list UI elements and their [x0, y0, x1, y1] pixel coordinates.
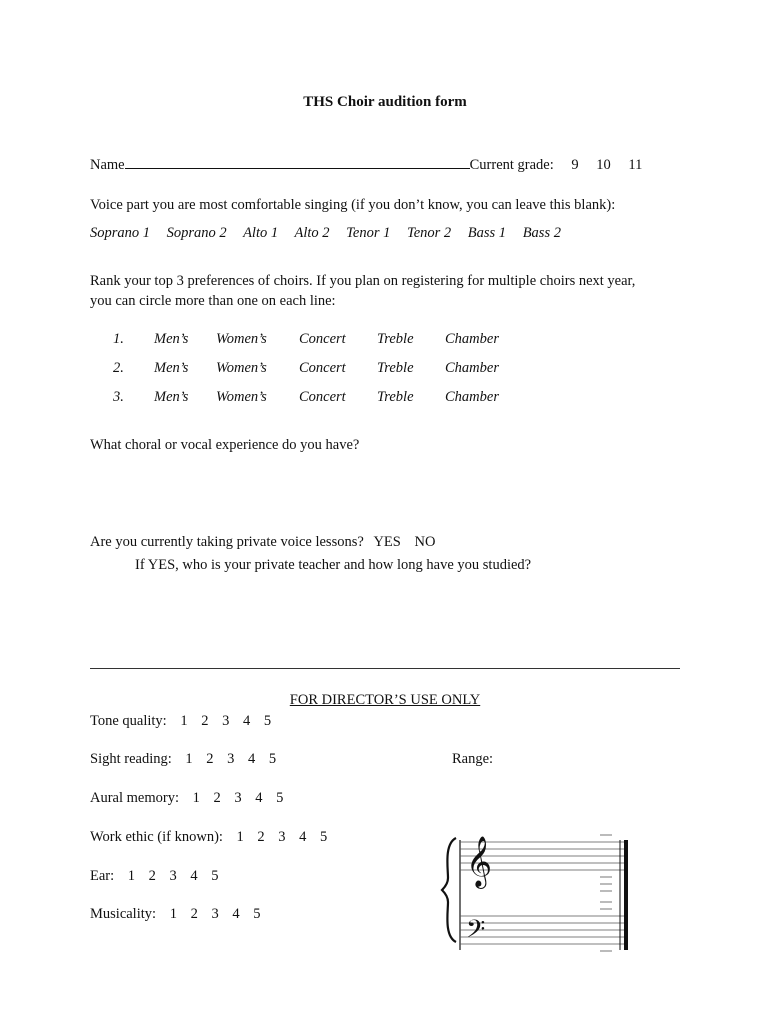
rating-option[interactable]: 5	[276, 790, 284, 806]
choir-option-concert[interactable]: Concert	[299, 389, 346, 405]
rating-option[interactable]: 3	[211, 906, 219, 922]
ledger-lines	[600, 835, 612, 951]
grade-option-10[interactable]: 10	[596, 157, 611, 173]
bass-clef-icon: 𝄢	[466, 915, 486, 950]
rating-option[interactable]: 3	[169, 868, 177, 884]
aural-memory-label: Aural memory:	[90, 790, 179, 806]
work-ethic-label: Work ethic (if known):	[90, 829, 223, 845]
voice-option[interactable]: Alto 2	[294, 225, 330, 241]
musicality-label: Musicality:	[90, 906, 157, 922]
rating-option[interactable]: 5	[263, 713, 272, 729]
rating-option[interactable]: 2	[190, 906, 198, 922]
voice-option[interactable]: Soprano 1	[90, 225, 151, 241]
voice-part-options	[90, 225, 574, 242]
rating-option[interactable]: 2	[213, 790, 221, 806]
voice-option[interactable]: Bass 2	[522, 225, 561, 241]
rating-option[interactable]: 5	[320, 829, 328, 845]
grade-option-9[interactable]: 9	[571, 157, 579, 173]
choir-option-womens[interactable]: Women’s	[216, 331, 267, 347]
final-barline	[620, 840, 626, 950]
rank-instructions-line2: you can circle more than one on each line:	[90, 293, 336, 309]
rating-option[interactable]: 3	[234, 790, 242, 806]
director-heading: FOR DIRECTOR’S USE ONLY	[289, 692, 481, 708]
range-label: Range:	[452, 751, 494, 767]
rating-option[interactable]: 4	[242, 713, 251, 729]
rating-option[interactable]: 4	[232, 906, 240, 922]
rating-option[interactable]: 2	[206, 751, 214, 767]
sight-reading-row	[90, 751, 276, 768]
musicality-row	[90, 906, 260, 923]
rating-option[interactable]: 3	[222, 713, 230, 729]
choir-option-chamber[interactable]: Chamber	[445, 360, 499, 376]
choir-option-treble[interactable]: Treble	[377, 360, 414, 376]
voice-option[interactable]: Tenor 2	[406, 225, 452, 241]
lessons-followup: If YES, who is your private teacher and how long have you studied?	[135, 557, 532, 573]
voice-option[interactable]: Alto 1	[243, 225, 279, 241]
choir-option-womens[interactable]: Women’s	[216, 360, 267, 376]
choir-option-womens[interactable]: Women’s	[216, 389, 267, 405]
choir-option-chamber[interactable]: Chamber	[445, 331, 499, 347]
grand-staff[interactable]	[440, 818, 640, 958]
rating-option[interactable]: 5	[211, 868, 219, 884]
rating-option[interactable]: 4	[299, 829, 307, 845]
rating-option[interactable]: 1	[180, 713, 188, 729]
choir-option-treble[interactable]: Treble	[377, 389, 414, 405]
rating-option[interactable]: 4	[190, 868, 198, 884]
name-label: Name	[90, 157, 125, 173]
ear-label: Ear:	[90, 868, 115, 884]
ear-row	[90, 868, 219, 885]
name-row	[90, 154, 642, 174]
rating-option[interactable]: 2	[148, 868, 156, 884]
choir-option-concert[interactable]: Concert	[299, 331, 346, 347]
rating-option[interactable]: 5	[268, 751, 277, 767]
voice-option[interactable]: Soprano 2	[166, 225, 227, 241]
voice-option[interactable]: Tenor 1	[346, 225, 391, 241]
aural-memory-row	[90, 790, 283, 807]
treble-clef-icon: 𝄞	[466, 836, 493, 887]
rank-number: 2.	[113, 360, 124, 376]
rating-option[interactable]: 1	[236, 829, 244, 845]
choir-option-treble[interactable]: Treble	[377, 331, 414, 347]
tone-quality-label: Tone quality:	[90, 713, 167, 729]
rank-number: 1.	[113, 331, 124, 347]
choir-option-mens[interactable]: Men’s	[154, 331, 189, 347]
name-blank[interactable]	[125, 154, 470, 169]
tone-quality-row	[90, 713, 271, 730]
experience-answer-area[interactable]	[90, 458, 680, 528]
rating-option[interactable]: 2	[201, 713, 209, 729]
brace-icon	[442, 838, 456, 942]
rank-instructions-line1: Rank your top 3 preferences of choirs. If you plan on registering for multiple choirs next year,	[90, 273, 636, 289]
rating-option[interactable]: 1	[192, 790, 200, 806]
sight-reading-label: Sight reading:	[90, 751, 172, 767]
section-divider	[90, 668, 680, 669]
lessons-answer-area[interactable]	[135, 580, 680, 655]
rating-option[interactable]: 4	[255, 790, 263, 806]
work-ethic-row	[90, 829, 327, 846]
rating-option[interactable]: 5	[253, 906, 261, 922]
rating-option[interactable]: 3	[227, 751, 235, 767]
choir-option-concert[interactable]: Concert	[299, 360, 346, 376]
lessons-no-option[interactable]: NO	[414, 534, 436, 550]
grade-option-11[interactable]: 11	[628, 157, 643, 173]
voice-part-question: Voice part you are most comfortable singing (if you don’t know, you can leave this blank):	[90, 197, 616, 213]
experience-question: What choral or vocal experience do you have?	[90, 437, 360, 453]
choir-option-mens[interactable]: Men’s	[154, 360, 189, 376]
rank-number: 3.	[113, 389, 124, 405]
rating-option[interactable]: 3	[278, 829, 286, 845]
lessons-yes-option[interactable]: YES	[373, 534, 401, 550]
rating-option[interactable]: 1	[185, 751, 193, 767]
choir-option-chamber[interactable]: Chamber	[445, 389, 499, 405]
rating-option[interactable]: 1	[169, 906, 177, 922]
choir-option-mens[interactable]: Men’s	[154, 389, 189, 405]
rating-option[interactable]: 2	[257, 829, 265, 845]
rating-option[interactable]: 4	[248, 751, 256, 767]
lessons-row	[90, 534, 435, 551]
form-title: THS Choir audition form	[303, 94, 467, 110]
lessons-question: Are you currently taking private voice lessons?	[90, 534, 364, 550]
grade-label: Current grade:	[469, 157, 554, 173]
voice-option[interactable]: Bass 1	[467, 225, 507, 241]
rating-option[interactable]: 1	[127, 868, 136, 884]
